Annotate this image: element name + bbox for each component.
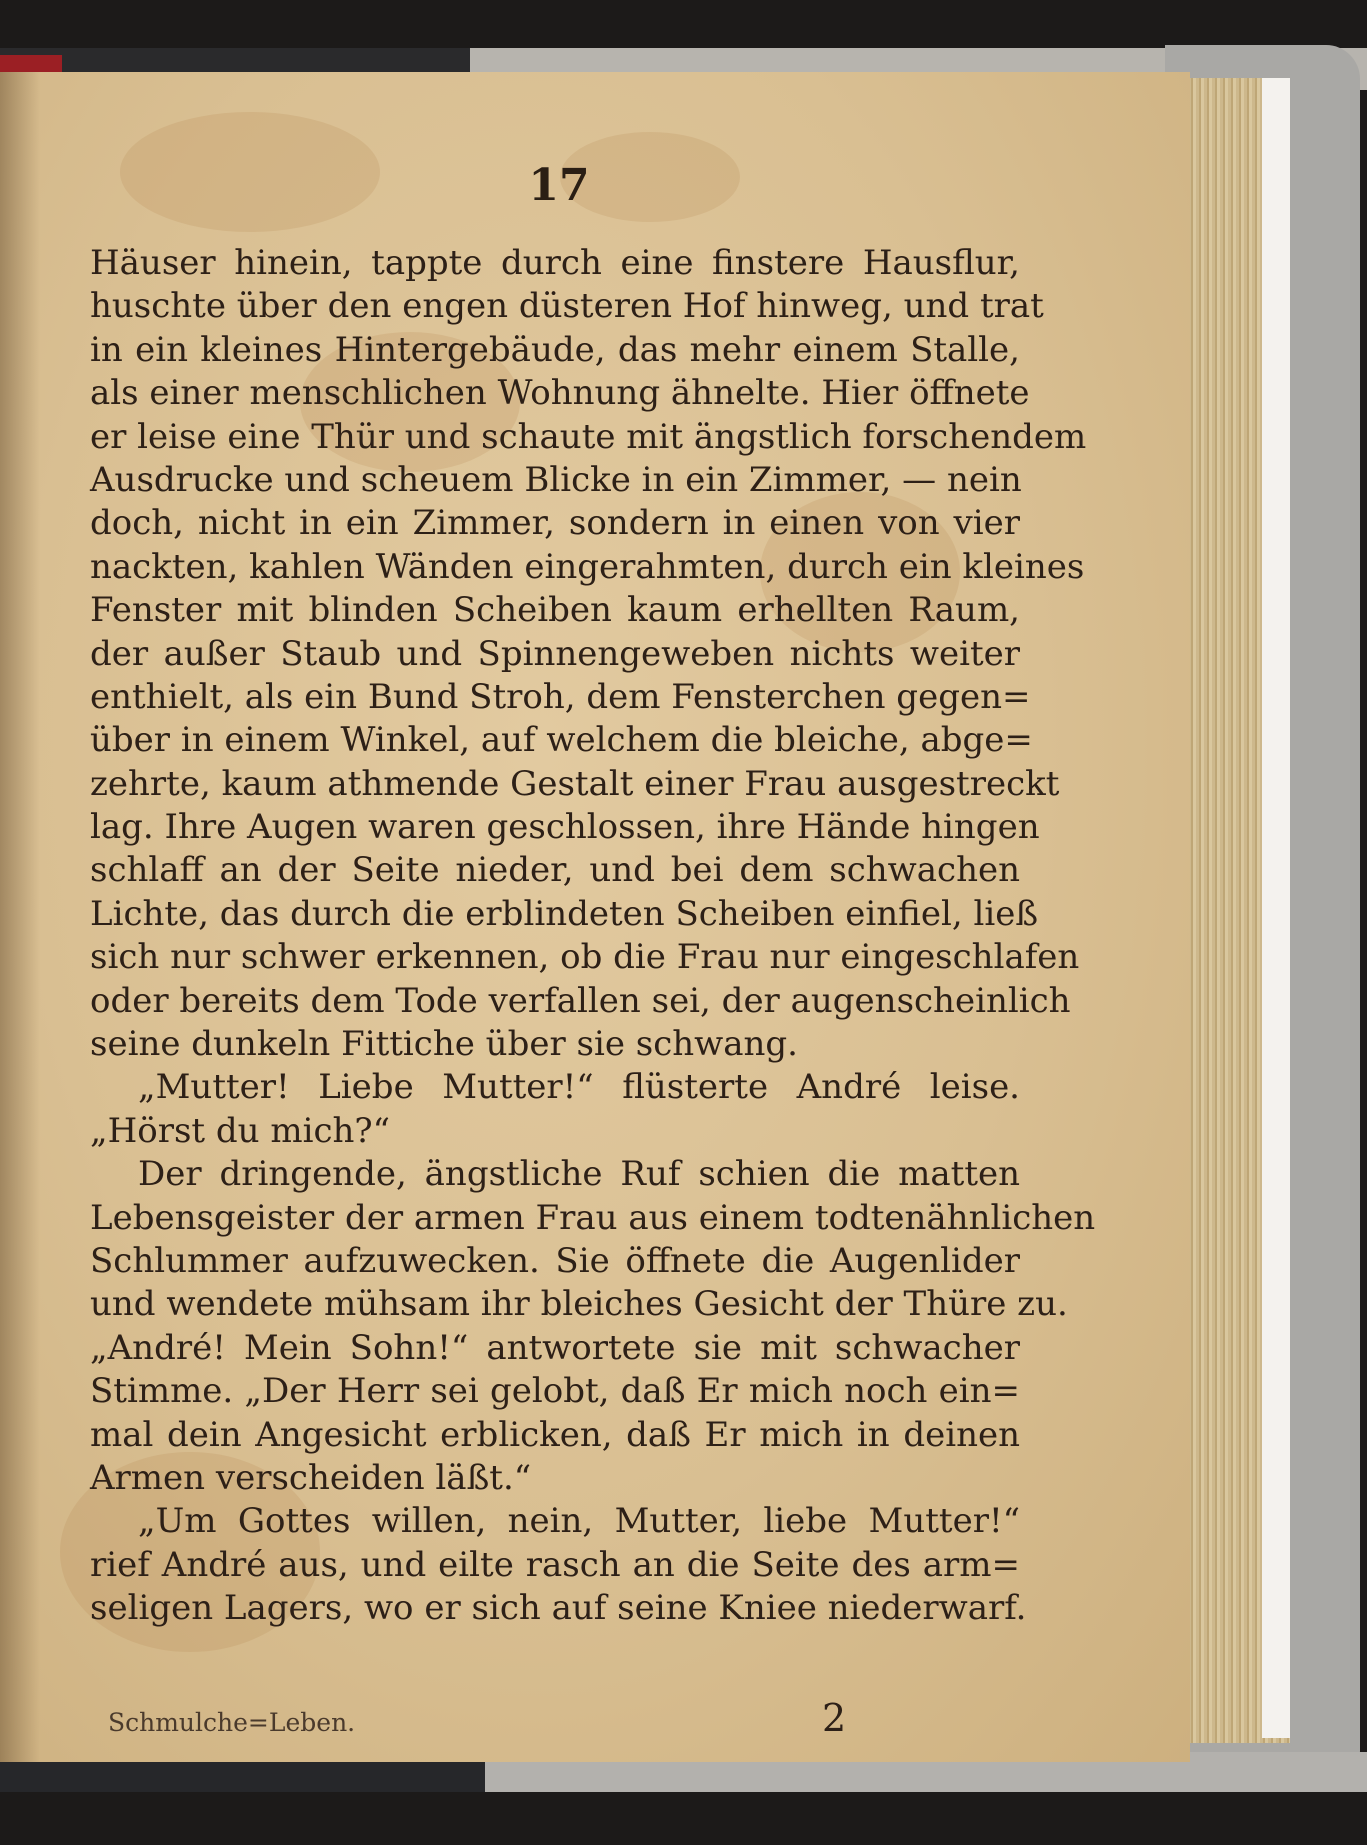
text-line: und wendete mühsam ihr bleiches Gesicht der Thüre zu.	[90, 1284, 1068, 1325]
text-line: Der dringende, ängstliche Ruf schien die matten	[138, 1154, 1020, 1195]
text-line: er leise eine Thür und schaute mit ängstlich forschendem	[90, 416, 1087, 457]
text-line: schlaff an der Seite nieder, und bei dem schwachen	[90, 850, 1020, 891]
text-line: „Um Gottes willen, nein, Mutter, liebe Mutter!“	[138, 1501, 1020, 1542]
text-line: doch, nicht in ein Zimmer, sondern in einen von vier	[90, 503, 1020, 544]
text-line: Ausdrucke und scheuem Blicke in ein Zimmer, — nein	[90, 459, 1022, 500]
footer-sheet-number: 2	[822, 1696, 847, 1740]
book-page	[0, 72, 1190, 1762]
text-line: enthielt, als ein Bund Stroh, dem Fensterchen gegen=	[90, 676, 1031, 717]
body-text	[90, 242, 1096, 1631]
text-line: rief André aus, und eilte rasch an die Seite des arm=	[90, 1544, 1020, 1585]
text-line: seligen Lagers, wo er sich auf seine Kniee niederwarf.	[90, 1588, 1027, 1629]
text-line: in ein kleines Hintergebäude, das mehr einem Stalle,	[90, 329, 1020, 370]
text-line: lag. Ihre Augen waren geschlossen, ihre Hände hingen	[90, 807, 1040, 848]
text-line: „André! Mein Sohn!“ antwortete sie mit schwacher	[90, 1327, 1020, 1368]
text-line: „Mutter! Liebe Mutter!“ flüsterte André leise.	[138, 1067, 1020, 1108]
text-line: Stimme. „Der Herr sei gelobt, daß Er mich noch ein=	[90, 1371, 1020, 1412]
text-line: Armen verscheiden läßt.“	[90, 1457, 532, 1498]
text-line: Lebensgeister der armen Frau aus einem todtenähnlichen	[90, 1197, 1096, 1238]
text-line: „Hörst du mich?“	[90, 1110, 391, 1151]
text-line: sich nur schwer erkennen, ob die Frau nur eingeschlafen	[90, 937, 1080, 978]
text-line: als einer menschlichen Wohnung ähnelte. Hier öffnete	[90, 373, 1030, 414]
text-line: Lichte, das durch die erblindeten Scheiben einfiel, ließ	[90, 893, 1039, 934]
page-gutter-shadow	[0, 72, 40, 1762]
text-line: über in einem Winkel, auf welchem die bleiche, abge=	[90, 720, 1033, 761]
text-line: oder bereits dem Tode verfallen sei, der augenscheinlich	[90, 980, 1071, 1021]
text-line: seine dunkeln Fittiche über sie schwang.	[90, 1024, 798, 1065]
text-line: der außer Staub und Spinnengeweben nichts weiter	[90, 633, 1020, 674]
footer-signature: Schmulche=Leben.	[108, 1708, 356, 1737]
text-line: Häuser hinein, tappte durch eine finstere Hausflur,	[90, 243, 1020, 283]
text-line: Schlummer aufzuwecken. Sie öffnete die Augenlider	[90, 1240, 1020, 1281]
text-line: Fenster mit blinden Scheiben kaum erhellten Raum,	[90, 590, 1020, 631]
text-line: mal dein Angesicht erblicken, daß Er mich in deinen	[90, 1414, 1020, 1455]
text-line: nackten, kahlen Wänden eingerahmten, durch ein kleines	[90, 546, 1085, 587]
text-line: huschte über den engen düsteren Hof hinweg, und trat	[90, 286, 1044, 327]
page-number: 17	[528, 160, 590, 211]
endpaper-edge	[1262, 78, 1290, 1738]
text-line: zehrte, kaum athmende Gestalt einer Frau ausgestreckt	[90, 763, 1060, 804]
